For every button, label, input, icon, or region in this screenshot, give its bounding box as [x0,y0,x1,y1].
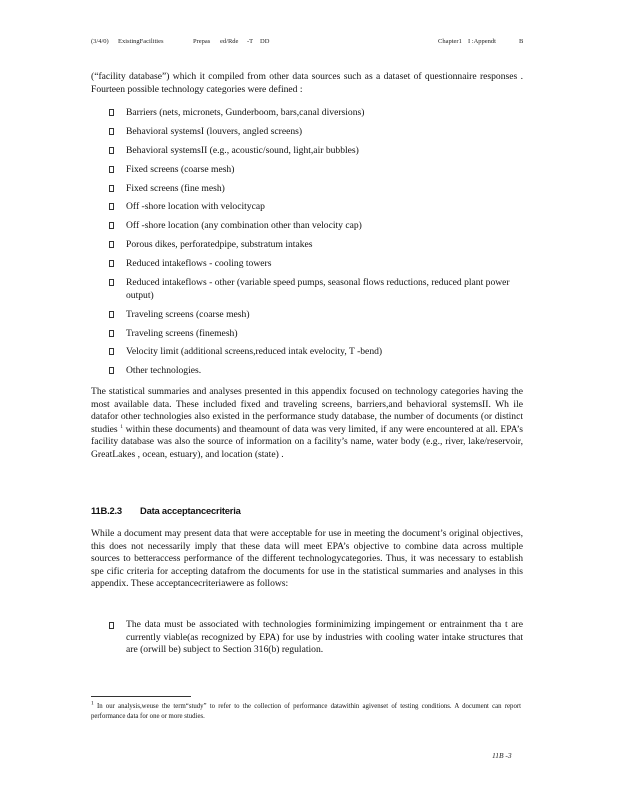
header-left-code: (3/4/0) [91,38,109,45]
technology-item [109,107,519,120]
technology-label: Reduced intakeflows - cooling towers [126,258,272,270]
header-mid-label: Prepas [193,38,211,45]
technology-item [109,346,519,359]
bullet-box-icon [109,166,114,173]
section-number: 11B.2.3 [91,505,122,516]
technology-label: Behavioral systemsII (e.g., acoustic/sound, light,air bubbles) [126,144,359,156]
technology-item [109,328,519,341]
technology-label: Barriers (nets, micronets, Gunderboom, bars,canal diversions) [126,107,365,118]
technology-label: Traveling screens (coarse mesh) [126,308,250,320]
criteria-paragraph: While a document may present data that were acceptable for use in meeting the document’s original objectives, this does not necessarily imply that these data will meet EPA’s objective to combine data across multiple sources to betteraccess performance of the different technologycategories. Thus, it was necessary to establish spe cific criteria for accepting datafrom the documents for use in the statistical summaries and analyses in this appendix. These acceptancecriteriawere as follows: [91,528,523,590]
technology-label: Fixed screens (fine mesh) [126,182,225,194]
technology-item [109,277,519,303]
header-mid-dept: -T [247,38,254,45]
criterion-text: The data must be associated with technologies forminimizing impingement or entrainment tha t are currently viable(as recognized by EPA) for use by industries with cooling water intake structures that are (orwill be) subject to Section 316(b) regulation. [126,619,523,656]
technology-label: Behavioral systemsI (louvers, angled screens) [126,125,303,137]
footnote [91,702,521,723]
bullet-box-icon [109,147,114,154]
technology-item [109,164,519,177]
bullet-box-icon [109,260,114,267]
technology-label: Porous dikes, perforatedpipe, substratum intakes [126,239,313,251]
footnote-text: In our analysis,weuse the term“study” to refer to the collection of performance datawithin agivenset of testing conditions. A document can report performance data for one or more studies. [91,703,521,721]
technology-label: Off -shore location (any combination other than velocity cap) [126,220,362,232]
bullet-box-icon [109,222,114,229]
technology-item [109,220,519,233]
header-chapter: Chapter1 [438,38,462,45]
intro-paragraph: (“facility database”) which it compiled from other data sources such as a dataset of questionnaire responses . Fourteen possible technology categories were defined : [91,71,523,95]
technology-label: Traveling screens (finemesh) [126,327,238,339]
bullet-box-icon [109,348,114,355]
footnote-ref[interactable]: 1 [120,423,124,430]
header-mid-office: ed/Rde [220,38,239,45]
bullet-box-icon [109,203,114,210]
technology-item [109,183,519,196]
technology-label: Velocity limit (additional screens,reduced intak evelocity, T -bend) [126,346,383,358]
header-left-label: ExistingFacilities [118,38,164,45]
header-section: I :Appendt [468,38,496,45]
bullet-box-icon [109,311,114,318]
summary-text-a: The statistical summaries and analyses presented in this appendix focused on technology categories having the most available data. These included fixed and traveling screens, barriers,and behavioral systemsII. Wh ile datafor other technologies also existed in the performance study database, the number of documents (or distinct studies [91,386,523,435]
bullet-box-icon [109,622,114,629]
bullet-box-icon [109,185,114,192]
header-letter: B [519,38,524,45]
bullet-box-icon [109,367,114,374]
technology-label: Reduced intakeflows - other (variable speed pumps, seasonal flows reductions, reduced plant power output) [126,277,510,301]
technology-item [109,201,519,214]
summary-text-b: within these documents) and theamount of data was very limited, if any were encountered at all. EPA’s facility database was also the source of information on a facility’s name, water body (e.g., river, lake/reservoir, GreatLakes , ocean, estuary), and location (state) . [91,423,524,460]
header-mid-dd: DD [260,38,270,45]
technology-label: Other technologies. [126,365,202,377]
technology-label: Off -shore location with velocitycap [126,201,265,213]
bullet-box-icon [109,241,114,248]
technology-item [109,145,519,158]
technology-label: Fixed screens (coarse mesh) [126,163,235,175]
summary-paragraph [91,386,523,462]
technology-item [109,365,519,378]
criterion-item [109,619,523,657]
page-number: 11B -3 [492,751,512,760]
bullet-box-icon [109,128,114,135]
section-heading [91,505,241,516]
bullet-box-icon [109,330,114,337]
technology-item [109,309,519,322]
section-title: Data acceptancecriteria [140,505,241,516]
technology-item [109,126,519,139]
technology-item [109,239,519,252]
technology-item [109,258,519,271]
bullet-box-icon [109,109,114,116]
footnote-mark: 1 [91,700,94,707]
bullet-box-icon [109,279,114,286]
technology-list [109,107,519,384]
footnote-rule [91,696,191,697]
